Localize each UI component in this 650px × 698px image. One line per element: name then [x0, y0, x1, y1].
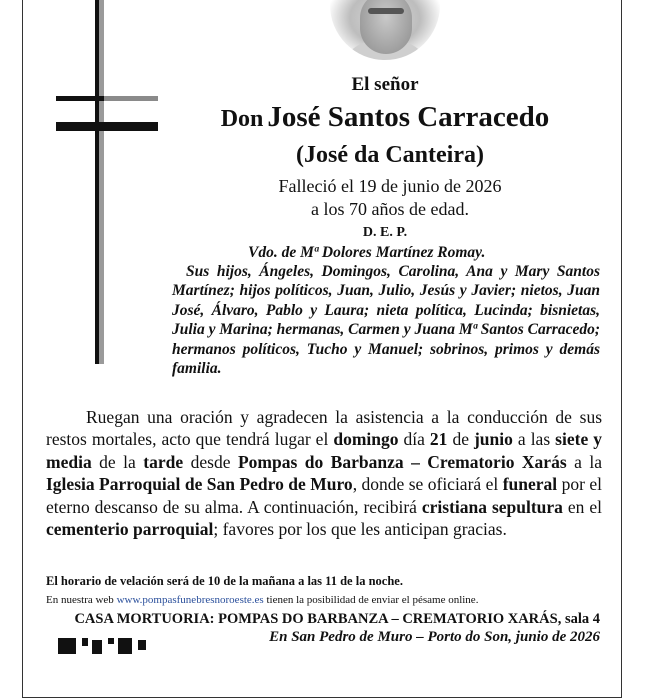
ceremony-funeral: funeral	[502, 474, 558, 495]
ceremony-period: tarde	[143, 451, 184, 472]
ceremony-paragraph: Ruegan una oración y agradecen la asistencia a la conducción de sus restos mortales, acto que tendrá lugar el domingo día 21 de junio a las siete y media de la tarde desde Pompas do Barbanza – Crematorio Xarás a la Iglesia Parroquial de San Pedro de Muro, donde se oficiará el funeral por el eterno descanso de su alma. A continuación, recibirá cristiana sepultura en el cementerio parroquial; favores por los que les anticipan gracias.	[46, 407, 602, 540]
nickname: (José da Canteira)	[296, 142, 484, 168]
website-link[interactable]: www.pompasfunebresnoroeste.es	[116, 594, 264, 606]
ceremony-origin: Pompas do Barbanza – Crematorio Xarás	[237, 451, 567, 472]
deceased-name	[160, 101, 610, 134]
widow-line: Vdo. de Mª Dolores Martínez Romay.	[248, 244, 486, 261]
qr-code-icon	[58, 634, 154, 654]
title-prefix: Don	[220, 106, 264, 132]
age-at-death: a los 70 años de edad.	[311, 199, 469, 219]
place-date: En San Pedro de Muro – Porto do Son, junio de 2026	[269, 629, 600, 645]
full-name: José Santos Carracedo	[267, 101, 550, 133]
ceremony-time: siete y media	[46, 429, 602, 472]
ceremony-cemetery: cementerio parroquial	[46, 519, 214, 540]
ceremony-burial: cristiana sepultura	[421, 496, 563, 517]
intro-text: El señor	[351, 74, 419, 95]
death-date: Falleció el 19 de junio de 2026	[278, 176, 502, 196]
web-notice: En nuestra web www.pompasfunebresnoroeste.es tienen la posibilidad de enviar el pésame online.	[46, 594, 479, 606]
ceremony-day: domingo	[333, 429, 399, 450]
funeral-home: CASA MORTUORIA: POMPAS DO BARBANZA – CREMATORIO XARÁS, sala 4	[74, 611, 600, 627]
relatives-list: Sus hijos, Ángeles, Domingos, Carolina, Ana y Mary Santos Martínez; hijos políticos, Juan, Julio, Jesús y Javier; nietos, Juan José, Álvaro, Pablo y Laura; nieta política, Lucinda; bisnietas, Julia y Marina; hermanas, Carmen y Juana Mª Santos Carracedo; hermanos políticos, Tucho y Manuel; sobrinos, primos y demás familia.	[172, 263, 600, 378]
rip-text: D. E. P.	[362, 225, 408, 240]
ceremony-day-number: 21	[429, 429, 448, 450]
wake-hours: El horario de velación será de 10 de la mañana a las 11 de la noche.	[46, 574, 403, 588]
ceremony-month: junio	[473, 429, 513, 450]
ceremony-church: Iglesia Parroquial de San Pedro de Muro	[46, 474, 353, 495]
